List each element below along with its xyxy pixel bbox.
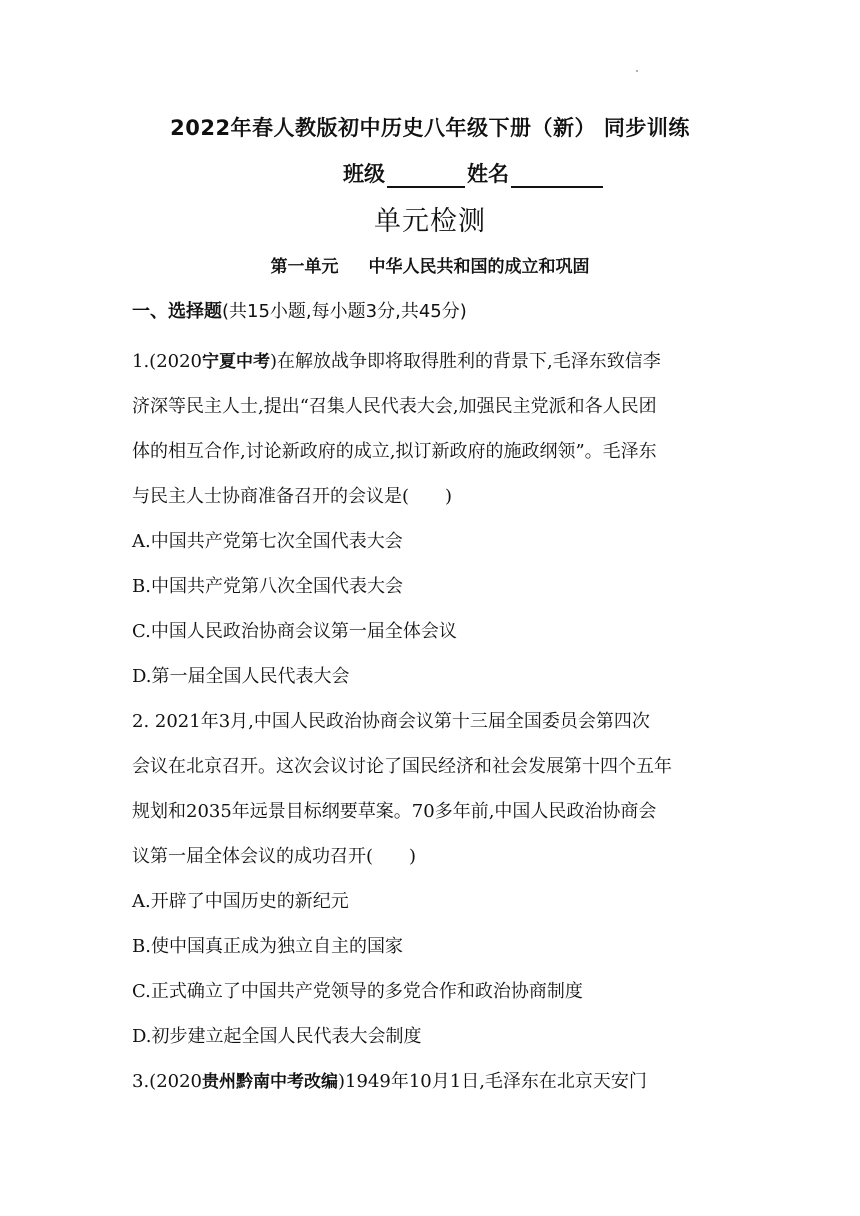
question-number: 1.(2020 [132,351,203,372]
option-b[interactable]: B.中国共产党第八次全国代表大会 [132,576,403,597]
question-number: 3.(2020 [132,1071,203,1092]
option-d[interactable]: D.第一届全国人民代表大会 [132,666,350,687]
option-a[interactable]: A.开辟了中国历史的新纪元 [132,891,349,912]
question-line: 议第一届全体会议的成功召开( ) [132,846,417,867]
class-name-line [343,158,605,188]
question-line: 规划和2035年远景目标纲要草案。70多年前,中国人民政治协商会 [132,801,657,822]
section-detail: (共15小题,每小题3分,共45分) [222,301,467,322]
question-3 [132,1059,732,1104]
question-1 [132,339,732,699]
question-line [132,1059,732,1104]
question-line: 济深等民主人士,提出“召集人民代表大会,加强民主党派和各人民团 [132,396,657,417]
section-label: 一、选择题 [132,301,222,322]
question-line: 体的相互合作,讨论新政府的成立,拟订新政府的施政纲领”。毛泽东 [132,441,657,462]
unit-subtitle [0,252,860,277]
unit-subtitle-prefix: 第一单元 [270,257,339,277]
document-title: 2022年春人教版初中历史八年级下册（新） 同步训练 [170,116,690,140]
section-heading [132,297,467,323]
question-source: 宁夏中考 [202,352,271,372]
question-text: )在解放战争即将取得胜利的背景下,毛泽东致信李 [270,351,661,372]
option-b[interactable]: B.使中国真正成为独立自主的国家 [132,936,403,957]
question-source: 贵州黔南中考改编 [202,1072,339,1092]
option-c[interactable]: C.中国人民政治协商会议第一届全体会议 [132,621,457,642]
unit-subtitle-text: 中华人民共和国的成立和巩固 [368,257,590,277]
unit-title: 单元检测 [374,206,486,237]
question-2 [132,699,732,1059]
question-line [132,339,732,384]
option-a[interactable]: A.中国共产党第七次全国代表大会 [132,531,403,552]
class-label: 班级 [343,162,385,186]
class-blank[interactable] [387,164,465,188]
question-line: 2. 2021年3月,中国人民政治协商会议第十三届全国委员会第四次 [132,711,650,732]
option-d[interactable]: D.初步建立起全国人民代表大会制度 [132,1026,422,1047]
option-c[interactable]: C.正式确立了中国共产党领导的多党合作和政治协商制度 [132,981,583,1002]
scan-dot [636,70,638,72]
question-line: 会议在北京召开。这次会议讨论了国民经济和社会发展第十四个五年 [132,756,672,777]
question-line: 与民主人士协商准备召开的会议是( ) [132,486,453,507]
name-label: 姓名 [467,162,509,186]
question-text: )1949年10月1日,毛泽东在北京天安门 [338,1071,647,1092]
name-blank[interactable] [511,164,603,188]
